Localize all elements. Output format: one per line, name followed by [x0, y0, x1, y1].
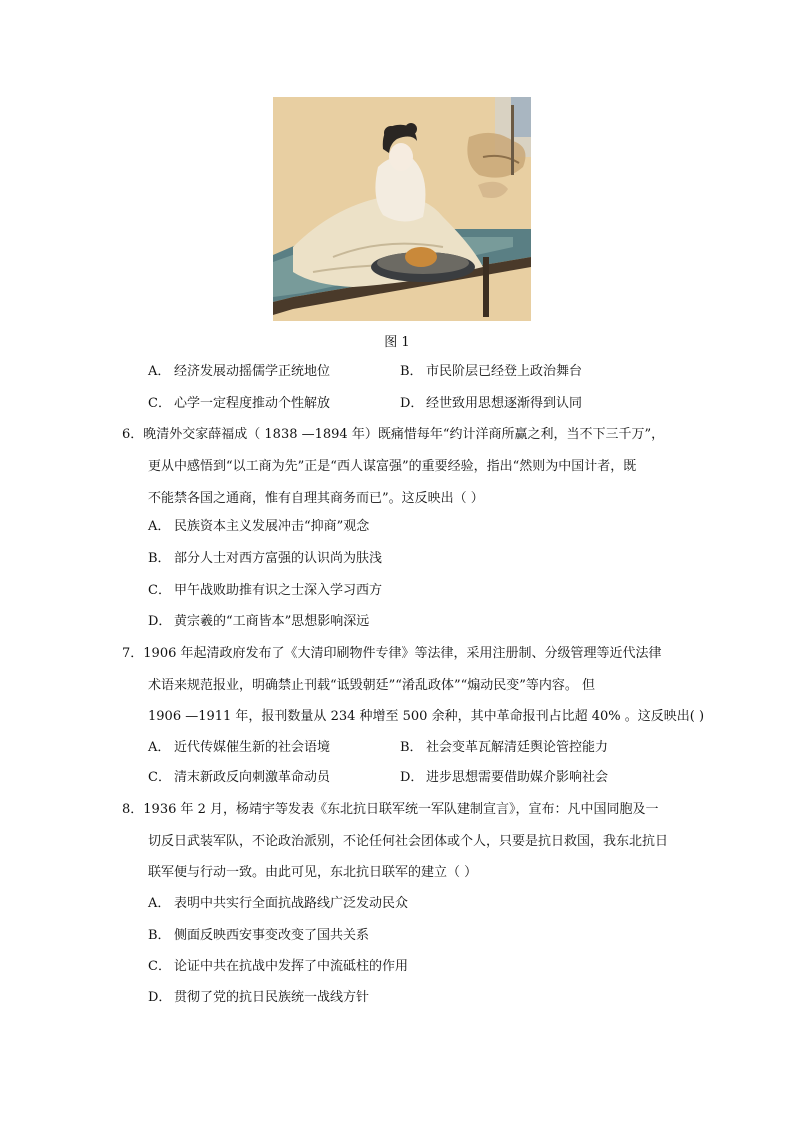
q6-stem-line: 更从中感悟到“以工商为先”正是“西人谋富强”的重要经验，指出“然则为中国计者，既: [148, 459, 637, 474]
q7-stem-line: 1906 —1911 年，报刊数量从 234 种增至 500 余种，其中革命报刊占比超 40% 。这反映出( ): [148, 709, 705, 724]
q5-option-b[interactable]: [400, 364, 582, 380]
q8-option-b[interactable]: [148, 928, 369, 944]
option-text: 黄宗羲的“工商皆本”思想影响深远: [174, 614, 370, 629]
option-letter: A．: [148, 896, 171, 911]
option-letter: A．: [148, 364, 171, 379]
q5-option-a[interactable]: [148, 364, 330, 380]
q7-stem-line: 术语来规范报业，明确禁止刊载“诋毁朝廷”“淆乱政体”“煽动民变”等内容。 但: [148, 678, 596, 693]
q6-stem-line: 不能禁各国之通商，惟有自理其商务而已”。这反映出（ ）: [148, 491, 484, 506]
option-text: 论证中共在抗战中发挥了中流砥柱的作用: [174, 959, 409, 974]
option-text: 市民阶层已经登上政治舞台: [426, 364, 583, 379]
q8-option-d[interactable]: [148, 990, 369, 1006]
q8-stem-line: 联军便与行动一致。由此可见，东北抗日联军的建立（ ）: [148, 865, 478, 880]
figure-painting: [273, 97, 531, 321]
option-text: 贯彻了党的抗日民族统一战线方针: [174, 990, 370, 1005]
q8-option-c[interactable]: [148, 959, 408, 975]
q7-stem-line: 7．1906 年起清政府发布了《大清印刷物件专律》等法律，采用注册制、分级管理等近代法律: [122, 646, 662, 661]
q7-option-c[interactable]: [148, 770, 330, 786]
q5-option-d[interactable]: [400, 396, 582, 412]
q6-option-b[interactable]: [148, 551, 382, 567]
option-text: 部分人士对西方富强的认识尚为肤浅: [174, 551, 383, 566]
option-text: 经世致用思想逐渐得到认同: [426, 396, 583, 411]
option-text: 心学一定程度推动个性解放: [174, 396, 331, 411]
option-text: 表明中共实行全面抗战路线广泛发动民众: [174, 896, 409, 911]
q6-option-d[interactable]: [148, 614, 369, 630]
option-letter: D．: [400, 396, 424, 411]
option-letter: D．: [148, 990, 172, 1005]
option-letter: A．: [148, 519, 171, 534]
option-letter: B．: [148, 928, 171, 943]
option-text: 社会变革瓦解清廷舆论管控能力: [426, 740, 609, 755]
option-letter: C．: [148, 396, 171, 411]
q7-option-b[interactable]: [400, 740, 608, 756]
q7-option-a[interactable]: [148, 740, 330, 756]
q6-option-c[interactable]: [148, 583, 382, 599]
option-letter: D．: [148, 614, 172, 629]
q6-option-a[interactable]: [148, 519, 369, 535]
option-letter: C．: [148, 583, 171, 598]
option-text: 侧面反映西安事变改变了国共关系: [174, 928, 370, 943]
option-text: 甲午战败助推有识之士深入学习西方: [174, 583, 383, 598]
q8-stem-line: 8．1936 年 2 月，杨靖宇等发表《东北抗日联军统一军队建制宣言》，宣布：凡中国同胞及一: [122, 802, 659, 817]
option-letter: B．: [148, 551, 171, 566]
q8-option-a[interactable]: [148, 896, 408, 912]
q8-stem-line: 切反日武装军队，不论政治派别，不论任何社会团体或个人，只要是抗日救国，我东北抗日: [148, 834, 669, 849]
option-letter: B．: [400, 740, 423, 755]
q5-option-c[interactable]: [148, 396, 330, 412]
option-letter: D．: [400, 770, 424, 785]
option-text: 清末新政反向刺激革命动员: [174, 770, 331, 785]
q6-stem-line: 6．晚清外交家薛福成（ 1838 —1894 年）既痛惜每年“约计洋商所赢之利，当不下三千万”，: [122, 427, 665, 442]
option-text: 民族资本主义发展冲击“抑商”观念: [174, 519, 370, 534]
option-text: 进步思想需要借助媒介影响社会: [426, 770, 609, 785]
option-text: 近代传媒催生新的社会语境: [174, 740, 331, 755]
painting-image: [273, 97, 531, 321]
q7-option-d[interactable]: [400, 770, 608, 786]
option-letter: C．: [148, 959, 171, 974]
option-text: 经济发展动摇儒学正统地位: [174, 364, 331, 379]
figure-caption: 图 1: [384, 335, 410, 350]
option-letter: C．: [148, 770, 171, 785]
option-letter: A．: [148, 740, 171, 755]
option-letter: B．: [400, 364, 423, 379]
